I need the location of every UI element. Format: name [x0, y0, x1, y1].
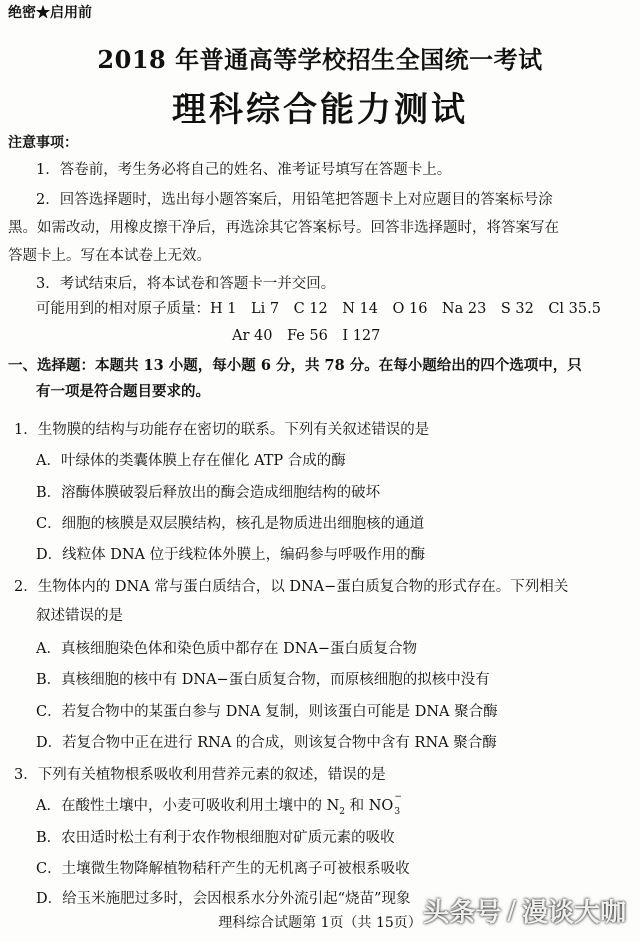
- question-3-option-c: C．土壤微生物降解植物秸秆产生的无机离子可被根系吸收: [36, 861, 410, 877]
- watermark-left: 头条号: [423, 898, 502, 928]
- question-1-option-d: D．线粒体 DNA 位于线粒体外膜上，编码参与呼吸作用的酶: [36, 547, 426, 563]
- question-3-option-a: [36, 792, 402, 817]
- question-3-option-d: D．给玉米施肥过多时，会因根系水分外流引起“烧苗”现象: [36, 891, 411, 907]
- question-2-option-c: C．若复合物中的某蛋白参与 DNA 复制，则该蛋白可能是 DNA 聚合酶: [36, 704, 498, 720]
- confidential-label: 绝密★启用前: [8, 5, 92, 21]
- option-a-text-mid: 和 NO: [345, 798, 394, 814]
- question-1-option-a: A．叶绿体的类囊体膜上存在催化 ATP 合成的酶: [36, 453, 346, 469]
- question-1-option-c: C．细胞的核膜是双层膜结构，核孔是物质进出细胞核的通道: [36, 516, 425, 532]
- question-2-option-a: A．真核细胞染色体和染色质中都存在 DNA−蛋白质复合物: [36, 641, 418, 657]
- note-item-3: 3．考试结束后，将本试卷和答题卡一并交回。: [36, 276, 336, 292]
- section-heading-line-2: 有一项是符合题目要求的。: [36, 383, 210, 400]
- ion-charge: −: [394, 792, 402, 802]
- watermark-divider: /: [507, 895, 516, 926]
- question-3-option-b: B．农田适时松土有利于农作物根细胞对矿质元素的吸收: [36, 830, 395, 846]
- ion-subscript: 3: [394, 806, 401, 817]
- note-item-1: 1．答卷前，考生务必将自己的姓名、准考证号填写在答题卡上。: [36, 162, 452, 178]
- section-heading-line-1: 一、选择题：本题共 13 小题，每小题 6 分，共 78 分。在每小题给出的四个选项中，只: [8, 357, 582, 374]
- nitrate-ion: [393, 792, 402, 817]
- atomic-masses-line-1: 可能用到的相对原子质量：H 1 Li 7 C 12 N 14 O 16 Na 23 S 32 Cl 35.5: [36, 301, 601, 317]
- page-footer: 理科综合试题第 1页（共 15页）: [218, 915, 422, 931]
- option-a-text: A．在酸性土壤中，小麦可吸收利用土壤中的 N: [36, 798, 340, 814]
- question-2-option-d: D．若复合物中正在进行 RNA 的合成，则该复合物中含有 RNA 聚合酶: [36, 735, 497, 751]
- exam-title: 2018 年普通高等学校招生全国统一考试: [97, 45, 543, 74]
- subscript-2: 2: [339, 806, 346, 817]
- question-2-option-b: B．真核细胞的核中有 DNA−蛋白质复合物，而原核细胞的拟核中没有: [36, 672, 490, 688]
- atomic-masses-line-2: Ar 40 Fe 56 I 127: [232, 328, 381, 344]
- question-3-stem: 3．下列有关植物根系吸收利用营养元素的叙述，错误的是: [14, 767, 386, 783]
- question-2-stem-line-1: 2．生物体内的 DNA 常与蛋白质结合，以 DNA−蛋白质复合物的形式存在。下列相关: [14, 579, 569, 595]
- exam-subtitle: 理科综合能力测试: [172, 90, 468, 130]
- question-1-stem: 1．生物膜的结构与功能存在密切的联系。下列有关叙述错误的是: [14, 422, 430, 438]
- watermark: [423, 892, 626, 929]
- note-item-2-line-3: 答题卡上。写在本试卷上无效。: [8, 248, 211, 264]
- question-2-stem-line-2: 叙述错误的是: [36, 608, 123, 624]
- question-1-option-b: B．溶酶体膜破裂后释放出的酶会造成细胞结构的破坏: [36, 485, 381, 501]
- note-item-2-line-2: 黑。如需改动，用橡皮擦干净后，再选涂其它答案标号。回答非选择题时，将答案写在: [8, 220, 559, 236]
- note-item-2-line-1: 2．回答选择题时，选出每小题答案后，用铅笔把答题卡上对应题目的答案标号涂: [36, 192, 553, 208]
- watermark-right: 漫谈大咖: [521, 898, 626, 928]
- notes-heading: 注意事项：: [8, 135, 78, 151]
